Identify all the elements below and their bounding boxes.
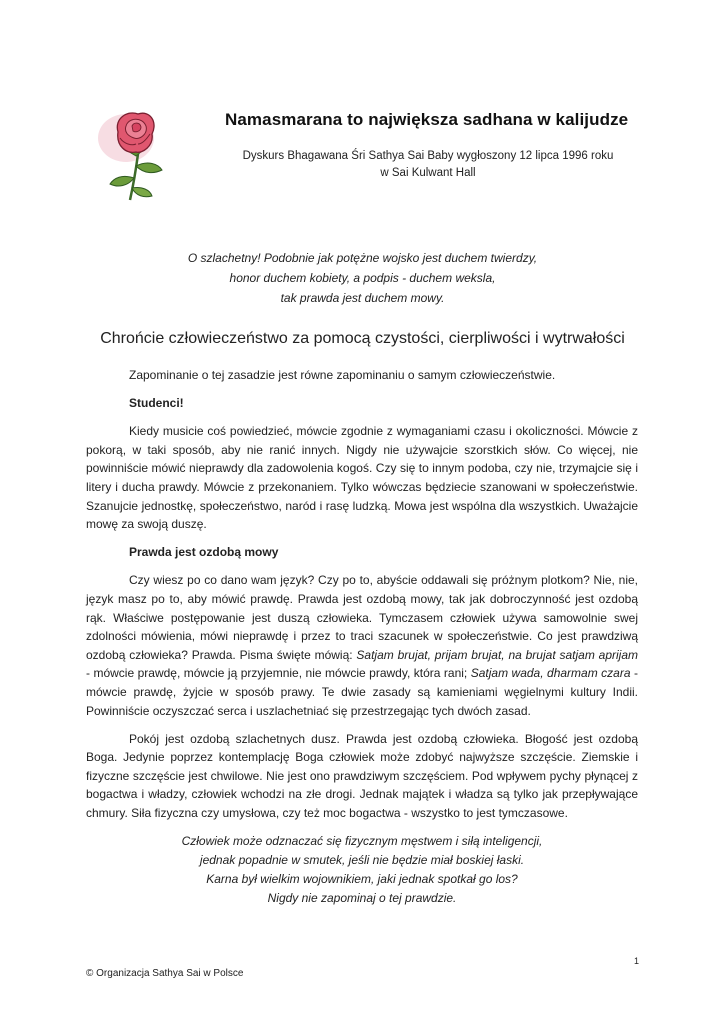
document-body: [86, 366, 638, 908]
motto-quote: [100, 248, 625, 308]
paragraph: Pokój jest ozdobą szlachetnych dusz. Prawda jest ozdobą człowieka. Błogość jest ozdobą Boga. Jedynie poprzez kontemplację Boga człowiek może zdobyć najwyższe szczęście. Ziemskie i fizyczne szczęście jest chwilowe. Nie jest ono prawdziwym szczęściem. Pod wpływem pychy płynącej z bogactwa i władzy, człowiek wchodzi na złe drogi. Jednak majątek i władza są tylko jak przepływające chmury. Siła fizyczna czy umysłowa, czy też moc bogactwa - wszystko to jest tymczasowe.: [86, 731, 638, 820]
poem: [86, 832, 638, 908]
motto-line: honor duchem kobiety, a podpis - duchem weksla,: [229, 271, 496, 285]
poem-line: Karna był wielkim wojownikiem, jaki jednak spotkał go los?: [206, 872, 518, 887]
discourse-subtitle: [230, 148, 626, 182]
paragraph: Kiedy musicie coś powiedzieć, mówcie zgodnie z wymaganiami czasu i okoliczności. Mówcie z pokorą, w taki sposób, aby nie ranić innych. Nigdy nie używajcie szorstkich słów. Co więcej, nie powinniście mówić nieprawdy dla zadowolenia kogoś. Czy się to innym podoba, czy nie, trzymajcie się i litery i ducha prawdy. Mówcie z przekonaniem. Tylko wówczas będziecie szanowani w społeczeństwie. Szanujcie jednostkę, społeczeństwo, naród i rasę ludzką. Mowa jest wspólna dla wszystkich. Uważajcie mowę za swoją duszę.: [86, 424, 638, 532]
students-address: Studenci!: [129, 396, 184, 411]
footer-copyright: © Organizacja Sathya Sai w Polsce: [86, 968, 244, 979]
scripture-quote: Satjam wada, dharmam czara: [470, 666, 631, 681]
motto-line: tak prawda jest duchem mowy.: [280, 291, 445, 305]
section-heading: Chrońcie człowieczeństwo za pomocą czystości, cierpliwości i wytrwałości: [100, 330, 625, 347]
paragraph: [86, 571, 638, 720]
scripture-quote: Satjam brujat, prijam brujat, na brujat satjam aprijam: [356, 647, 638, 662]
sub-heading: Prawda jest ozdobą mowy: [129, 545, 279, 560]
page-number: 1: [634, 956, 640, 966]
motto-line: O szlachetny! Podobnie jak potężne wojsko jest duchem twierdzy,: [187, 251, 538, 265]
paragraph-text: Czy wiesz po co dano wam język? Czy po to, abyście oddawali się próżnym plotkom? Nie, nie, język masz po to, aby mówić prawdę. Prawda jest ozdobą mowy, tak jak dobroczynność jest ozdobą rąk. Właściwe postępowanie jest duszą człowieka. Tymczasem człowiek używa samowolnie swej zdolności mówienia, mówi nieprawdę i przez to traci szacunek w społeczeństwie. Co jest prawdziwą ozdobą człowieka? Prawda. Pisma święte mówią:: [86, 573, 638, 662]
subtitle-line: w Sai Kulwant Hall: [380, 167, 476, 179]
subtitle-line: Dyskurs Bhagawana Śri Sathya Sai Baby wygłoszony 12 lipca 1996 roku: [242, 150, 614, 162]
poem-line: Człowiek może odznaczać się fizycznym męstwem i siłą inteligencji,: [181, 834, 543, 849]
paragraph-text: - mówcie prawdę, żyjcie w sposób prawy. Te dwie zasady są kamieniami węgielnymi kultury Indii. Powinniście oczyszczać serca i uszlachetniać się przestrzegając tych dwóch zasad.: [86, 666, 638, 718]
paragraph: Zapominanie o tej zasadzie jest równe zapominaniu o samym człowieczeństwie.: [129, 368, 556, 382]
rose-illustration-icon: [92, 104, 180, 204]
paragraph-text: - mówcie prawdę, mówcie ją przyjemnie, nie mówcie prawdy, która rani;: [86, 666, 471, 681]
poem-line: Nigdy nie zapominaj o tej prawdzie.: [267, 891, 457, 906]
poem-line: jednak popadnie w smutek, jeśli nie będzie miał boskiej łaski.: [199, 853, 525, 868]
page-title: Namasmarana to największa sadhana w kalijudze: [225, 110, 629, 129]
